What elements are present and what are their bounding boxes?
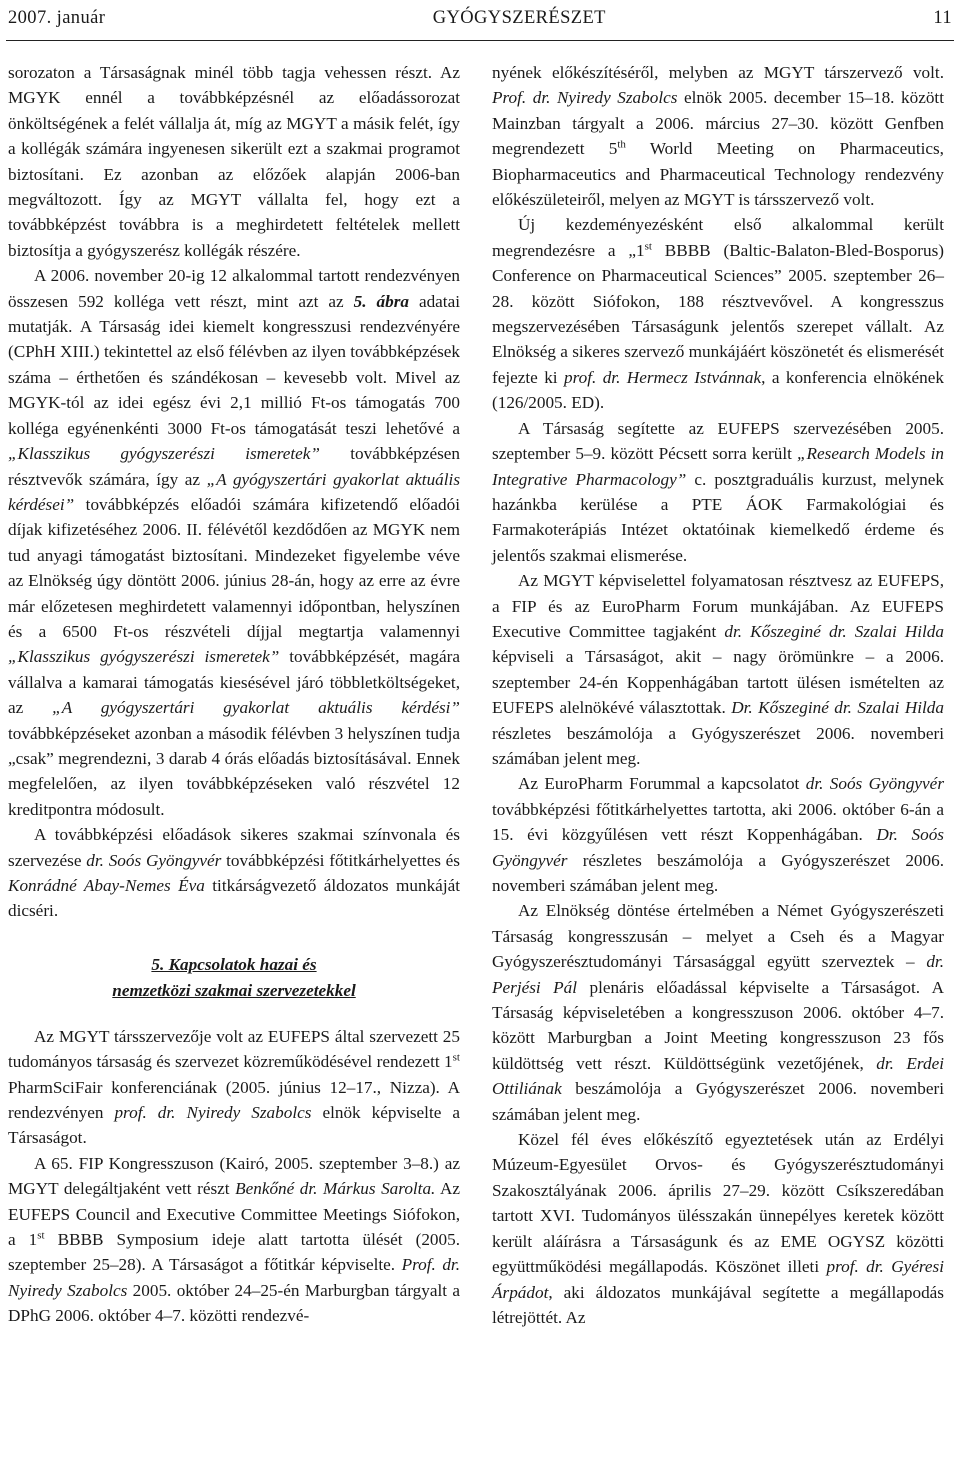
header-date: 2007. január	[8, 7, 106, 28]
superscript: st	[37, 1229, 45, 1242]
person-name: Dr. Kőszeginé dr. Szalai Hilda	[731, 698, 944, 718]
course-title: „A gyógyszertári gyakorlat aktuális kérdési”	[52, 698, 460, 718]
text-run: Az EuroPharm Forummal a kapcsolatot	[518, 774, 806, 794]
person-name: Dr. Soós Gyöngyvér	[492, 825, 944, 870]
course-title: „Klasszikus gyógyszerészi ismeretek”	[8, 647, 280, 667]
right-column	[492, 60, 944, 1330]
person-name: dr. Erdei Ottiliának	[492, 1053, 944, 1099]
person-name: dr. Perjési Pál	[492, 952, 944, 997]
section-heading-line: 5. Kapcsolatok hazai és	[151, 954, 317, 974]
paragraph	[492, 60, 944, 212]
paragraph	[492, 212, 944, 415]
text-run: plenáris előadással képviselte a Társaságot. A Társaság képviseletében a kongresszuson 2006. október 4–7. között Marburgban a Joint Meeting kongresszuson 23 fős küldöttség vett részt. Küldöttségünk vezetőjének,	[492, 977, 944, 1073]
text-run: c. posztgraduális kurzust, melynek hazánkba kerülése a PTE ÁOK Farmakológiai és Farmakoterápiás Intézet oktatóinak kiemelkedő érdeme és jelentős szakmai elismerése.	[492, 469, 944, 565]
person-name: Prof. dr. Nyiredy Szabolcs	[8, 1255, 460, 1300]
paragraph	[8, 822, 460, 924]
text-run: A Társaság segítette az EUFEPS szervezésében 2005. szeptember 5–9. között Pécsett sorra került	[492, 418, 944, 464]
text-run: Az Elnökség döntése értelmében a Német Gyógyszerészeti Társaság kongresszusán – melyet a Cseh és a Magyar Gyógyszerésztudományi Társasággal együtt szerveztek –	[492, 901, 944, 972]
person-name: Konrádné Abay-Nemes Éva	[8, 876, 205, 895]
paragraph	[492, 898, 944, 1127]
paragraph	[8, 263, 460, 822]
text-run: továbbképzési főtitkárhelyettes tartotta, aki 2006. október 6-án a 15. évi közgyűlésen vett részt Koppenhágában.	[492, 799, 944, 845]
text-run: nyének előkészítéséről, melyben az MGYT társzervező volt.	[492, 63, 944, 82]
text-run: BBBB (Baltic-Balaton-Bled-Bosporus) Conference on Pharmaceutical Sciences” 2005. szeptember 26–28. között Siófokon, 188 résztvevővel. A kongresszus megszervezésében Társaságunk jelentős szerepet vállalt. Az Elnökség a sikeres szervező munkájáért köszönetét és elismerését fejezte ki	[492, 240, 944, 387]
person-name: Prof. dr. Nyiredy Szabolcs	[492, 88, 678, 108]
text-run: 2005. október 24–25-én Marburgban tárgyalt a DPhG 2006. október 4–7. közötti rendezvé-	[8, 1280, 460, 1326]
title-abbrev: prof. dr.	[114, 1103, 176, 1123]
paragraph	[492, 568, 944, 771]
text-run: továbbképzéseket azonban a második félévben 3 helyszínen tudja „csak” megrendezni, 3 darab 4 órás előadás biztosításával. Ennek megfelelően, az ilyen továbbképzéseken való részvétel 12 kreditpontra módosult.	[8, 723, 460, 819]
text-run: továbbképzésen résztvevők számára, így az	[8, 444, 460, 489]
text-run: Az EUFEPS Council and Executive Committee Meetings Siófokon, a 1	[8, 1179, 460, 1250]
section-heading-line: nemzetközi szakmai szervezetekkel	[112, 980, 356, 1000]
paragraph	[492, 416, 944, 568]
text-run: részletes beszámolója a Gyógyszerészet 2006. novemberi számában jelent meg.	[492, 850, 944, 895]
course-title: „Research Models in Integrative Pharmacology”	[492, 444, 944, 489]
text-run: A 65. FIP Kongresszuson (Kairó, 2005. szeptember 3–8.) az MGYT delegáltjaként vett részt	[8, 1153, 460, 1199]
person-name: prof. dr. Gyéresi Árpádot	[492, 1257, 945, 1302]
text-run: elnök képviselte a Társaságot.	[8, 1103, 460, 1148]
running-header	[8, 4, 952, 32]
course-title: „Klasszikus gyógyszerészi ismeretek”	[8, 444, 320, 464]
header-page-number: 11	[933, 7, 952, 28]
person-name: dr. Kőszeginé dr. Szalai Hilda	[724, 621, 944, 641]
text-run: továbbképzési főtitkárhelyettes és	[221, 850, 460, 870]
superscript: st	[452, 1051, 460, 1064]
text-run: továbbképzését, magára vállalva a kamarai támogatás kiesésével járó többletköltségeket, az	[8, 647, 460, 718]
left-column	[8, 60, 460, 1329]
text-run: , aki áldozatos munkájával segítette a megállapodás létrejöttét. Az	[492, 1282, 944, 1327]
course-title: „A gyógyszertári gyakorlat aktuális kérdései”	[8, 469, 461, 514]
header-journal-title: GYÓGYSZERÉSZET	[432, 7, 606, 28]
paragraph	[8, 1024, 460, 1151]
paragraph	[492, 1127, 944, 1330]
text-run: képviseli a Társaságot, akit – nagy örömünkre – a 2006. szeptember 24-én Koppenhágában tartott ülésen ismételten az EUFEPS alelnökévé választottak.	[492, 647, 944, 718]
header-rule	[6, 40, 954, 41]
text-run: World Meeting on Pharmaceutics, Biopharmaceutics and Pharmaceutical Technology rendezvény előkészületeiről, melyen az MGYT is társszervező volt.	[492, 139, 944, 210]
person-name: dr. Soós Gyöngyvér	[805, 774, 945, 794]
text-run: továbbképzés előadói számára kifizetendő előadói díjak kifizetéséhez 2006. II. félévétől kezdődően az MGYK nem tud anyagi támogatást biztosítani. Mindezeket figyelembe véve az Elnökség úgy döntött 2006. június 28-án, hogy az erre az évre már előzetesen meghirdetett valamennyi időpontban, helyszínen és a 6500 Ft-os részvételi díjjal megtartja valamennyi	[8, 494, 460, 641]
section-heading	[8, 952, 460, 1004]
text-run: részletes beszámolója a Gyógyszerészet 2006. novemberi számában jelent meg.	[492, 723, 944, 768]
paragraph	[8, 1151, 460, 1329]
figure-reference: 5. ábra	[353, 291, 409, 311]
text-run: Új kezdeményezésként első alkalommal került megrendezésre a „1	[492, 215, 944, 260]
text-run: titkárságvezető áldozatos munkáját dicséri.	[8, 876, 460, 921]
text-run: A továbbképzési előadások sikeres szakmai színvonala és szervezése	[8, 825, 460, 870]
text-run: beszámolója a Gyógyszerészet 2006. novemberi számában jelent meg.	[492, 1079, 944, 1124]
text-run: adatai mutatják. A Társaság idei kiemelt kongresszusi rendezvényére (CPhH XIII.) tekintettel az első félévben az ilyen továbbképzések száma – érthetően és szándékosan – kevesebb volt. Mivel az MGYK-tól az idei egész évi 2,1 millió Ft-os támogatás 700 kolléga egyénenkénti 3000 Ft-os támogatását teszi lehetővé a	[8, 291, 460, 438]
superscript: th	[617, 138, 626, 151]
person-name: Soós Gyöngyvér	[103, 850, 222, 870]
person-name: Benkőné dr. Márkus Sarolta.	[235, 1179, 436, 1199]
superscript: st	[644, 240, 652, 253]
text-run: Közel fél éves előkészítő egyeztetések után az Erdélyi Múzeum-Egyesület Orvos- és Gyógyszerésztudományi Szakosztályának 2006. április 27–29. között Csíkszeredában tartott XVI. Tudományos ülésszakán ünnepélyes keretek között került aláírásra a Társaságunk és az EME OGYSZ közötti együttműködési megállapodás. Köszönet illeti	[492, 1130, 944, 1277]
text-run: elnök 2005. december 15–18. között Mainzban tárgyalt a 2006. március 27–30. között Genfben megrendezett 5	[492, 88, 944, 159]
paragraph	[8, 60, 460, 263]
text-run: Az MGYT képviselettel folyamatosan résztvesz az EUFEPS, a FIP és az EuroPharm Forum munkájában. Az EUFEPS Executive Committee tagjaként	[492, 571, 944, 641]
paragraph	[492, 771, 944, 898]
text-run: A 2006. november 20-ig 12 alkalommal tartott rendezvényen összesen 592 kolléga vett részt, mint azt az	[8, 266, 460, 311]
text-run: , a konferencia elnökének (126/2005. ED).	[492, 367, 945, 413]
text-run: PharmSciFair konferenciának (2005. június 12–17., Nizza). A rendezvényen	[8, 1077, 460, 1123]
paragraph-text: sorozaton a Társaságnak minél több tagja vehessen részt. Az MGYK ennél a továbbképzésnél az előadássorozat önköltségének a felét vállalja át, míg az MGYT a másik felét, így a kollégák számára ingyenesen sikerült ezt a szakmai programot biztosítani. Ez azonban az előzőek alapján 2006-ban megváltozott. Így az MGYT vállalta fel, hogy ezt a továbbképzést továbbra is a meghirdetett feltételek mellett biztosítja a gyógyszerész kollégák részére.	[8, 63, 460, 260]
text-run: Az MGYT társszervezője volt az EUFEPS által szervezett 25 tudományos társaság és szervezet közreműködésével rendezett 1	[8, 1026, 460, 1072]
text-run: BBBB Symposium ideje alatt tartotta ülését (2005. szeptember 25–28). A Társaságot a főtitkár képviselte.	[8, 1230, 460, 1275]
title-abbrev: dr.	[86, 850, 104, 870]
person-name: prof. dr. Hermecz Istvánnak	[563, 367, 762, 387]
person-name: Nyiredy Szabolcs	[175, 1103, 312, 1123]
